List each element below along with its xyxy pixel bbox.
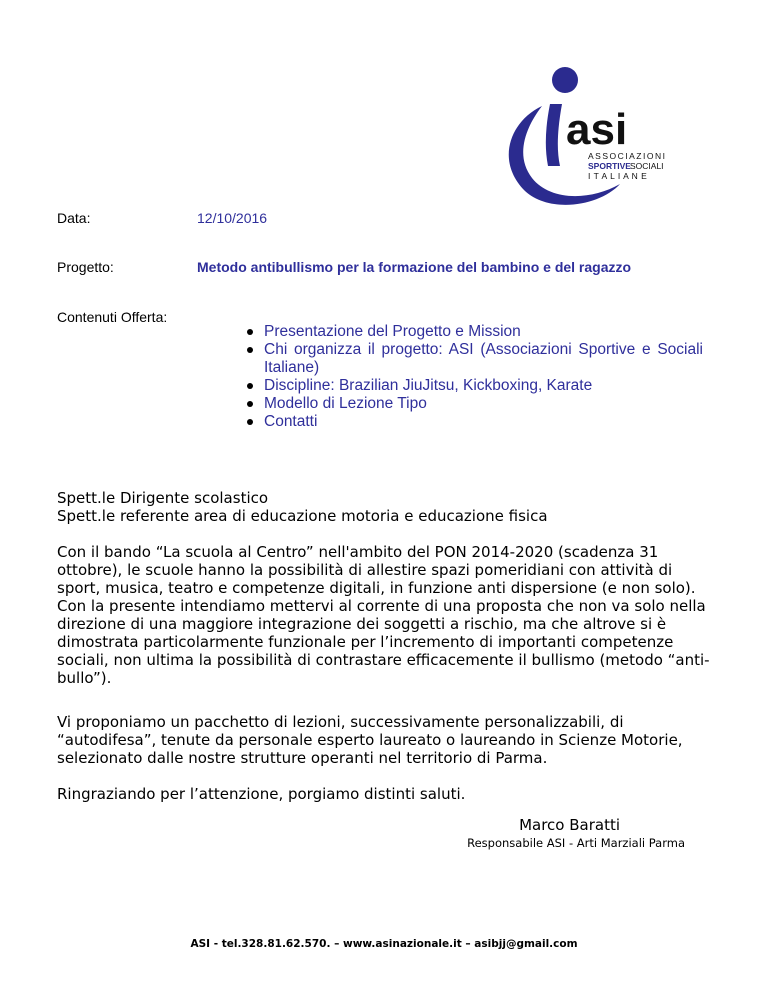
list-item: Discipline: Brazilian JiuJitsu, Kickboxing, Karate bbox=[247, 377, 703, 395]
date-label: Data: bbox=[57, 210, 91, 226]
project-label: Progetto: bbox=[57, 259, 114, 275]
bullet-icon bbox=[247, 419, 253, 425]
svg-text:I T A L I A N E: I T A L I A N E bbox=[588, 171, 648, 181]
bullet-icon bbox=[247, 347, 253, 353]
list-item: Modello di Lezione Tipo bbox=[247, 395, 703, 413]
signature-role: Responsabile ASI - Arti Marziali Parma bbox=[467, 836, 685, 850]
closing-line: Ringraziando per l’attenzione, porgiamo distinti saluti. bbox=[57, 785, 466, 803]
list-item: Presentazione del Progetto e Mission bbox=[247, 323, 703, 341]
salutation bbox=[57, 489, 717, 525]
svg-text:SOCIALI: SOCIALI bbox=[630, 161, 664, 171]
closing-block bbox=[57, 785, 717, 803]
svg-text:SPORTIVE: SPORTIVE bbox=[588, 161, 631, 171]
paragraph-3-block bbox=[57, 713, 717, 767]
svg-text:ASSOCIAZIONI: ASSOCIAZIONI bbox=[588, 151, 667, 161]
bullet-icon bbox=[247, 329, 253, 335]
date-value: 12/10/2016 bbox=[197, 210, 268, 226]
logo-brand-text: asi bbox=[566, 105, 628, 154]
project-value: Metodo antibullismo per la formazione del bambino e del ragazzo bbox=[197, 259, 632, 275]
paragraph-1: Con il bando “La scuola al Centro” nell'ambito del PON 2014-2020 (scadenza 31 ottobre), le scuole hanno la possibilità di allestire spazi pomeridiani con attività di sport, musica, teatro e competenze digitali, in funzione anti dispersione (e non solo). bbox=[57, 543, 696, 597]
logo-dot bbox=[552, 67, 578, 93]
signature-name: Marco Baratti bbox=[519, 816, 620, 834]
footer-contacts: ASI - tel.328.81.62.570. – www.asinazionale.it – asibjj@gmail.com bbox=[190, 938, 578, 950]
list-item: Chi organizza il progetto: ASI (Associazioni Sportive e Sociali Italiane) bbox=[247, 341, 703, 377]
contents-list bbox=[247, 323, 703, 431]
salutation-line-2: Spett.le referente area di educazione motoria e educazione fisica bbox=[57, 507, 548, 525]
salutation-line-1: Spett.le Dirigente scolastico bbox=[57, 489, 269, 507]
bullet-icon bbox=[247, 401, 253, 407]
bullet-icon bbox=[247, 383, 253, 389]
asi-logo bbox=[470, 66, 688, 212]
list-item: Contatti bbox=[247, 413, 703, 431]
contents-label: Contenuti Offerta: bbox=[57, 309, 168, 325]
letter-body bbox=[57, 543, 717, 687]
paragraph-2: Con la presente intendiamo mettervi al corrente di una proposta che non va solo nella direzione di una maggiore integrazione dei soggetti a rischio, ma che altrove si è dimostrata particolarmente funzionale per l’incremento di importanti competenze sociali, non ultima la possibilità di contrastare efficacemente il bullismo (metodo “anti-bullo”). bbox=[57, 597, 710, 687]
paragraph-3: Vi proponiamo un pacchetto di lezioni, successivamente personalizzabili, di “autodifesa”, tenute da personale esperto laureato o laureando in Scienze Motorie, selezionato dalle nostre strutture operanti nel territorio di Parma. bbox=[57, 713, 683, 767]
